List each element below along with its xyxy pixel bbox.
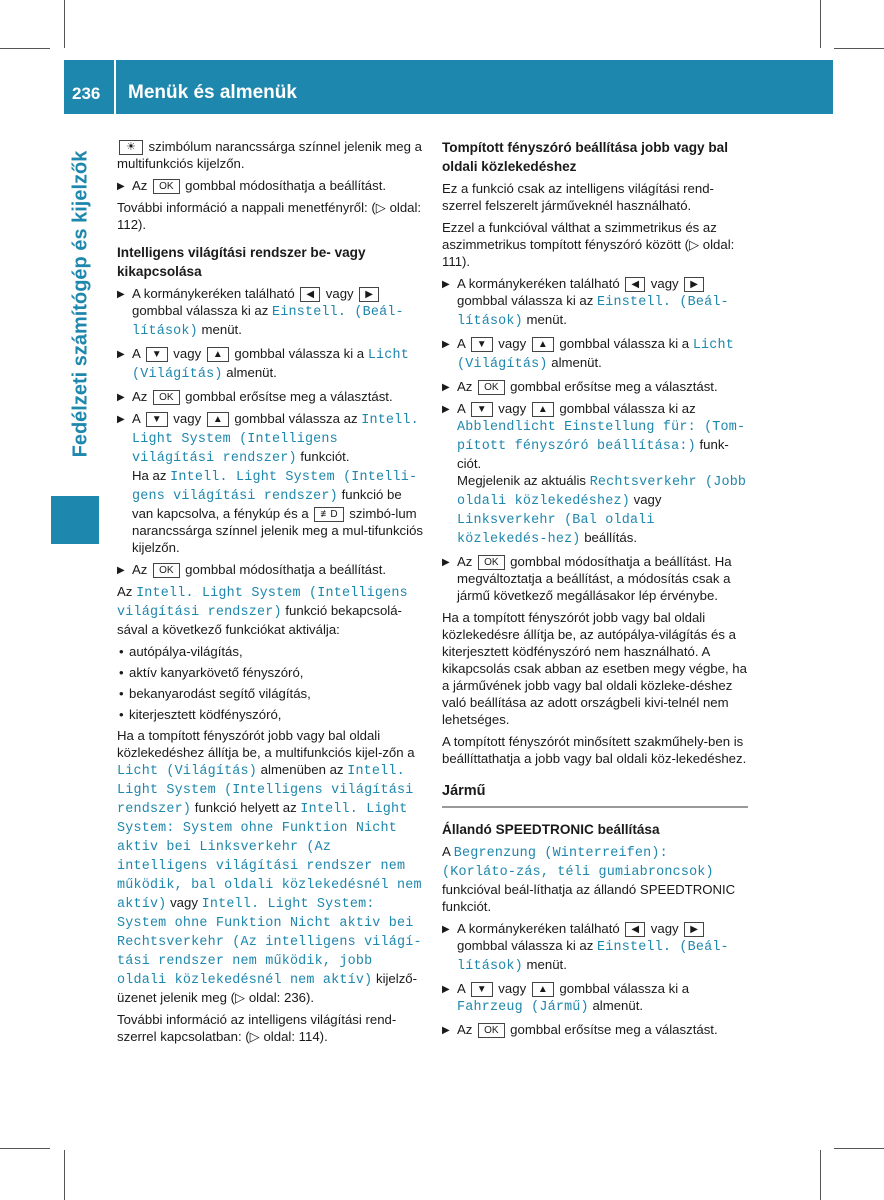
left-column (117, 138, 424, 1050)
instruction-step: ▶ Az OK gombbal módosíthatja a beállítást. (117, 178, 387, 193)
paragraph: Az Intell. Light System (Intelligens világítási rendszer) funkció bekapcsolá-sával a következő funkciókat aktiválja: (117, 584, 408, 637)
up-key: ▲ (207, 347, 229, 362)
menu-name: Einstell. (Beál-lítások) (132, 305, 404, 339)
ok-key: OK (153, 179, 179, 194)
step-arrow-icon: ▶ (117, 349, 125, 360)
step-arrow-icon: ▶ (442, 924, 450, 935)
step-arrow-icon: ▶ (117, 289, 125, 300)
down-key: ▼ (146, 412, 168, 427)
right-key: ▶ (359, 287, 379, 302)
ok-key: OK (478, 555, 504, 570)
right-key: ▶ (684, 277, 704, 292)
menu-name: Linksverkehr (Bal oldali közlekedés-hez) (457, 513, 655, 547)
paragraph: A Begrenzung (Winterreifen): (Korláto-zás, téli gumiabroncsok) funkcióval beál-líthatja az állandó SPEEDTRONIC funkciót. (442, 844, 736, 914)
step-arrow-icon: ▶ (442, 1025, 450, 1036)
crop-mark (820, 0, 821, 48)
menu-name: Rechtsverkehr (Jobb oldali közlekedéshez) (457, 475, 747, 509)
crop-mark (0, 48, 50, 49)
ok-key: OK (153, 563, 179, 578)
paragraph: Ha a tompított fényszórót jobb vagy bal oldali közlekedéshez állítja be, a multifunkciós kijel-zőn a Licht (Világítás) almenüben az Intell. Light System (Intelligens világítási rendszer) funkció helyett az Intell. Light System: System ohne Funktion Nicht aktiv bei Linksverkehr (Az intelligens világítási rendszer nem működik, bal oldali közlekedésnél nem aktív) vagy Intell. Light System: System ohne Funktion Nicht aktiv bei Rechtsverkehr (Az intelligens világí-tási rendszer nem működik, jobb oldali közlekedésnél nem aktív) kijelző-üzenet jelenik meg (▷ oldal: 236). (117, 728, 422, 1005)
paragraph: Ez a funkció csak az intelligens világítási rend-szerrel felszerelt járműveknél használható. (442, 181, 714, 213)
display-message: Intell. Light System: System ohne Funktion Nicht aktiv bei Rechtsverkehr (Az intelligens világí-tási rendszer nem működik, jobb oldali közlekedésnél nem aktív) (117, 897, 422, 988)
crop-mark (64, 0, 65, 48)
list-item: • aktív kanyarkövető fényszóró, (117, 664, 424, 681)
crop-mark (820, 1150, 821, 1200)
crop-mark (0, 1148, 50, 1149)
step-arrow-icon: ▶ (117, 181, 125, 192)
section-title: Jármű (442, 783, 748, 808)
list-item: • autópálya-világítás, (117, 643, 424, 660)
up-key: ▲ (532, 337, 554, 352)
step-arrow-icon: ▶ (442, 279, 450, 290)
paragraph: További információ az intelligens világítási rend-szerrel kapcsolatban: (▷ oldal: 114). (117, 1012, 397, 1044)
menu-name: Begrenzung (Winterreifen): (Korláto-zás, téli gumiabroncsok) (442, 846, 714, 880)
down-key: ▼ (146, 347, 168, 362)
instruction-step: ▶ Az OK gombbal módosíthatja a beállítást. Ha megváltoztatja a beállítást, a módosítás csak a jármű következő megállásakor lép érvénybe. (442, 554, 732, 603)
section-heading: Intelligens világítási rendszer be- vagy kikapcsolása (117, 245, 366, 279)
side-tab-marker (51, 496, 99, 544)
instruction-step: ▶ A ▼ vagy ▲ gombbal válassza ki az Abblendlicht Einstellung für: (Tom-pított fényszóró beállítása:) funk-ciót. Megjelenik az aktuális Rechtsverkehr (Jobb oldali közlekedéshez) vagy Linksverkehr (Bal oldali közlekedés-hez) beállítás. (442, 401, 747, 547)
menu-name: Fahrzeug (Jármű) (457, 1000, 589, 1015)
down-key: ▼ (471, 982, 493, 997)
menu-name: Licht (Világítás) (132, 348, 409, 382)
menu-name: Abblendlicht Einstellung für: (Tom-pított fényszóró beállítása:) (457, 420, 746, 454)
up-key: ▲ (532, 402, 554, 417)
instruction-step: ▶ A ▼ vagy ▲ gombbal válassza ki a Fahrzeug (Jármű) almenüt. (442, 981, 690, 1015)
step-arrow-icon: ▶ (117, 565, 125, 576)
right-column (442, 138, 748, 1043)
left-key: ◀ (625, 922, 645, 937)
instruction-step: ▶ Az OK gombbal módosíthatja a beállítást. (117, 562, 387, 577)
section-heading: Állandó SPEEDTRONIC beállítása (442, 822, 660, 837)
side-tab-label: Fedélzeti számítógép és kijelzők (69, 150, 92, 458)
instruction-step: ▶ Az OK gombbal erősítse meg a választást. (442, 1022, 718, 1037)
step-arrow-icon: ▶ (442, 984, 450, 995)
left-key: ◀ (625, 277, 645, 292)
menu-name: Intell. Light System (Intelligens világítási rendszer) (117, 764, 414, 817)
menu-name: Licht (Világítás) (117, 764, 258, 779)
crop-mark (834, 1148, 884, 1149)
step-arrow-icon: ▶ (117, 414, 125, 425)
display-message: Intell. Light System: System ohne Funktion Nicht aktiv bei Linksverkehr (Az intelligens világítási rendszer nem működik, bal oldali közlekedésnél nem aktív) (117, 802, 422, 912)
page-number: 236 (72, 84, 101, 103)
left-key: ◀ (300, 287, 320, 302)
instruction-step: ▶ A kormánykeréken található ◀ vagy ▶ gombbal válassza ki az Einstell. (Beál-lítások) menüt. (442, 921, 729, 974)
paragraph: Ezzel a funkcióval válthat a szimmetrikus és az aszimmetrikus tompított fényszóró között (▷ oldal: 111). (442, 220, 735, 269)
instruction-step: ▶ Az OK gombbal erősítse meg a választást. (117, 389, 393, 404)
step-arrow-icon: ▶ (117, 392, 125, 403)
light-symbol-icon: ☀ (119, 140, 143, 155)
menu-name: Intell. Light System (Intelligens világítási rendszer) (132, 413, 419, 466)
menu-name: Einstell. (Beál-lítások) (457, 295, 729, 329)
menu-name: Intell. Light System (Intelli-gens világítási rendszer) (132, 470, 418, 504)
fog-light-icon: ≢D (314, 507, 343, 522)
down-key: ▼ (471, 337, 493, 352)
ok-key: OK (478, 380, 504, 395)
menu-name: Intell. Light System (Intelligens világítási rendszer) (117, 586, 408, 620)
ok-key: OK (478, 1023, 504, 1038)
instruction-step: ▶ A ▼ vagy ▲ gombbal válassza az Intell. Light System (Intelligens világítási rendszer) funkciót. Ha az Intell. Light System (Intelli-gens világítási rendszer) funkció be van kapcsolva, a fénykúp és a ≢D szimbó-lum narancssárga színnel jelenik meg a mul-tifunkciós kijelzőn. (117, 411, 423, 555)
crop-mark (834, 48, 884, 49)
page-title: Menük és almenük (128, 82, 297, 103)
step-arrow-icon: ▶ (442, 404, 450, 415)
ok-key: OK (153, 390, 179, 405)
instruction-step: ▶ Az OK gombbal erősítse meg a választást. (442, 379, 718, 394)
list-item: • kiterjesztett ködfényszóró, (117, 706, 424, 723)
up-key: ▲ (207, 412, 229, 427)
paragraph: A tompított fényszórót minősített szakműhely-ben is beállíttathatja a jobb vagy bal oldali köz-lekedéshez. (442, 734, 747, 766)
section-heading: Tompított fényszóró beállítása jobb vagy bal oldali közlekedéshez (442, 140, 729, 174)
paragraph: Ha a tompított fényszórót jobb vagy bal oldali közlekedésre állítja be, az autópálya-világítás és a kiterjesztett ködfényszóró nem használható. A kikapcsolás csak abban az esetben megy végbe, ha a járművének jobb vagy bal oldali közleke-déshez való beállítása az adott országbeli kivi-telnél nem lehetséges. (442, 610, 747, 727)
side-tab (64, 114, 98, 494)
list-item: • bekanyarodást segítő világítás, (117, 685, 424, 702)
down-key: ▼ (471, 402, 493, 417)
step-arrow-icon: ▶ (442, 382, 450, 393)
crop-mark (64, 1150, 65, 1200)
paragraph: ☀ szimbólum narancssárga színnel jelenik meg a multifunkciós kijelzőn. (117, 139, 422, 171)
step-arrow-icon: ▶ (442, 339, 450, 350)
paragraph: További információ a nappali menetfényről: (▷ oldal: 112). (117, 200, 422, 232)
instruction-step: ▶ A kormánykeréken található ◀ vagy ▶ gombbal válassza ki az Einstell. (Beál-lítások) menüt. (442, 276, 729, 329)
menu-name: Licht (Világítás) (457, 338, 734, 372)
menu-name: Einstell. (Beál-lítások) (457, 940, 729, 974)
instruction-step: ▶ A ▼ vagy ▲ gombbal válassza ki a Licht (Világítás) almenüt. (117, 346, 409, 382)
step-arrow-icon: ▶ (442, 557, 450, 568)
up-key: ▲ (532, 982, 554, 997)
right-key: ▶ (684, 922, 704, 937)
instruction-step: ▶ A kormánykeréken található ◀ vagy ▶ gombbal válassza ki az Einstell. (Beál-lítások) menüt. (117, 286, 404, 339)
instruction-step: ▶ A ▼ vagy ▲ gombbal válassza ki a Licht (Világítás) almenüt. (442, 336, 734, 372)
